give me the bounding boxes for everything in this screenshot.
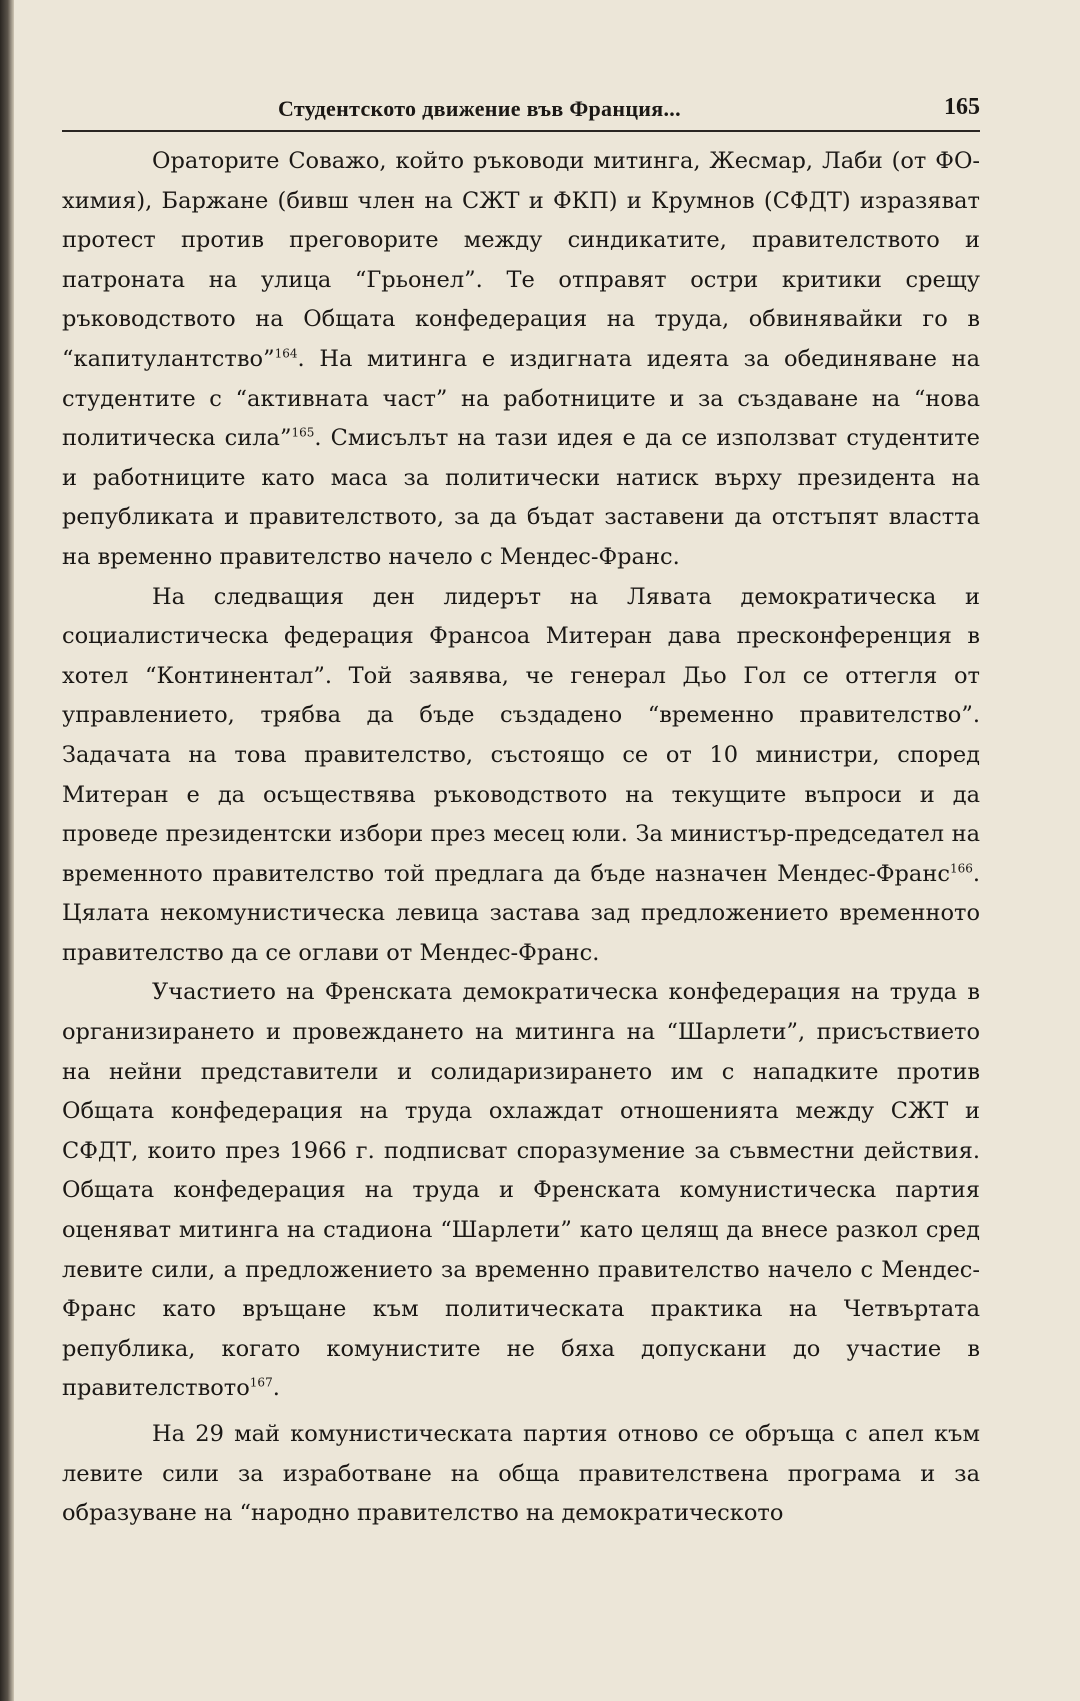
footnote-ref-167: 167 [249, 1375, 273, 1390]
text-run: Ораторите Соважо, който ръководи митинга, Жесмар, Лаби (от ФО-химия), Баржане (бивш член на СЖТ и ФКП) и Крумнов (СФДТ) изразяват протест против преговорите между синдикатите, правителството и патроната на улица “Грьонел”. Те отправят остри критики срещу ръководството на Общата конфедерация на труда, обвинявайки го в “капитулантство” [62, 148, 980, 372]
text-run: Участието на Френската демократическа конфедерация на труда в организирането и провеждането на митинга на “Шарлети”, присъствието на нейни представители и солидаризирането им с нападките против Общата конфедерация на труда охлаждат отношенията между СЖТ и СФДТ, които през 1966 г. подписват споразумение за съвместни действия. Общата конфедерация на труда и Френската комунистическа партия оценяват митинга на стадиона “Шарлети” като целящ да внесе разкол сред левите сили, а предложението за временно правителство начело с Мендес-Франс като връщане към политическата практика на Четвъртата република, когато комунистите не бяха допускани до участие в правителството [62, 979, 980, 1402]
paragraph [62, 142, 980, 578]
text-run: . [272, 1375, 280, 1402]
book-spine-shadow [0, 0, 14, 1701]
text-run: . На митинга е издигната идеята за обединяване на студентите с “активната част” на работниците и за създаване на “нова политическа сила” [62, 345, 980, 452]
paragraph [62, 578, 980, 974]
footnote-ref-166: 166 [949, 861, 973, 876]
text-run: . Смисълът на тази идея е да се използват студентите и работниците като маса за политически натиск върху президента на републиката и правителството, за да бъдат заставени да отстъпят властта на временно правителство начело с Мендес-Франс. [62, 425, 980, 570]
text-run: . Цялата некомунистическа левица застава зад предложението временното правителство да се оглави от Мендес-Франс. [62, 860, 980, 966]
paragraph [62, 973, 980, 1409]
page-header [62, 92, 980, 132]
page-number: 165 [944, 94, 980, 120]
paragraph [62, 1415, 980, 1534]
text-run: На следващия ден лидерът на Лявата демократическа и социалистическа федерация Франсоа Митеран дава пресконференция в хотел “Континентал”. Той заявява, че генерал Дьо Гол се оттегля от управлението, трябва да бъде създадено “временно правителство”. Задачата на това правителство, състоящо се от 10 министри, според Митеран е да осъществява ръководството на текущите въпроси и да проведе президентски избори през месец юли. За министър-председател на временното правителство той предлага да бъде назначен Мендес-Франс [62, 583, 980, 887]
page-body [62, 142, 980, 1534]
text-run: На 29 май комунистическата партия отново се обръща с апел към левите сили за изработване на обща правителствена програма и за образуване на “народно правителство на демократическото [62, 1421, 980, 1527]
footnote-ref-165: 165 [291, 425, 315, 440]
footnote-ref-164: 164 [274, 346, 298, 361]
book-page [62, 92, 980, 1534]
running-title: Студентското движение във Франция... [278, 96, 681, 121]
